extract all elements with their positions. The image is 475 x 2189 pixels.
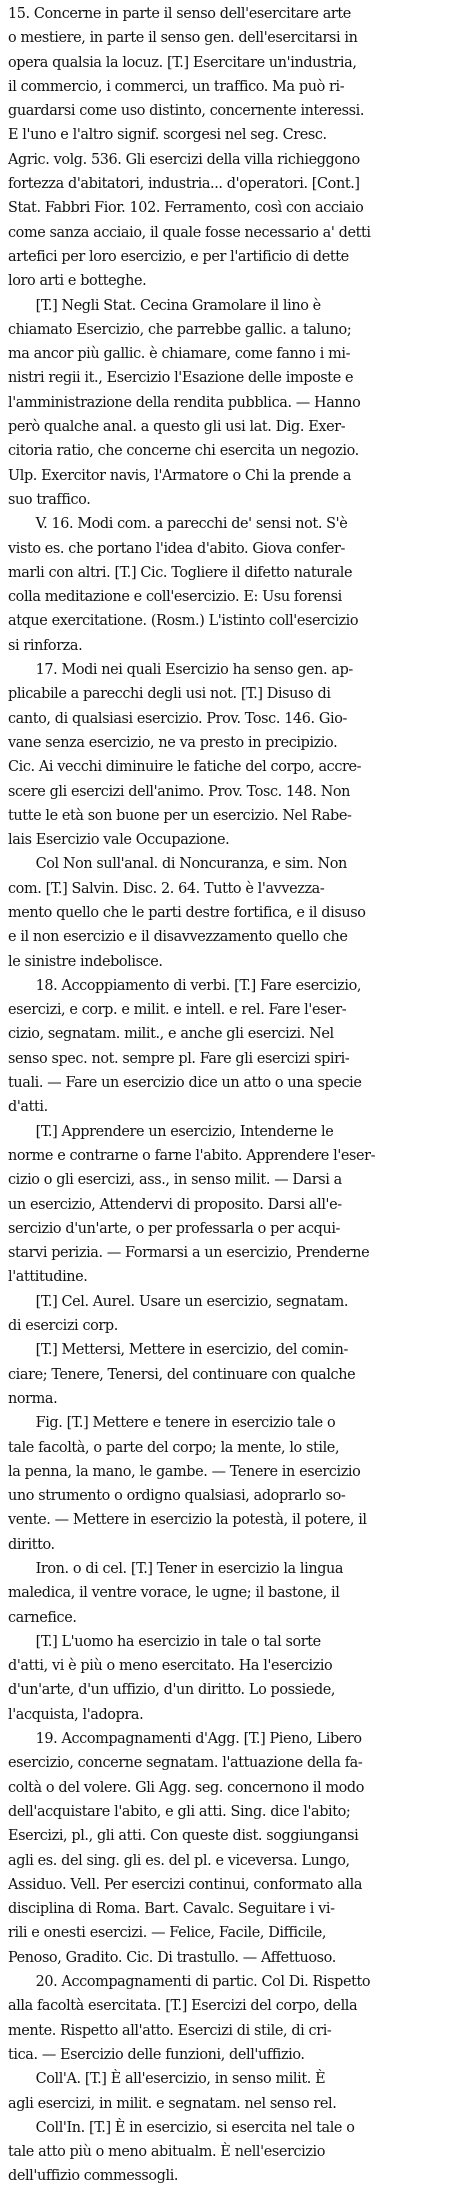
text-line: Iron. o di cel. [T.] Tener in esercizio la lingua (35, 1560, 344, 1577)
text-line: carnefice. (8, 1608, 77, 1626)
text-line: mente. Rispetto all'atto. Esercizi di stile, di cri- (8, 2021, 332, 2039)
text-line: norma. (8, 1389, 58, 1407)
text-line: starvi perizia. — Formarsi a un esercizio, Prenderne (8, 1244, 370, 1262)
text-line: maledica, il ventre vorace, le ugne; il bastone, il (8, 1584, 340, 1602)
text-line: citoria ratio, che concerne chi esercita un negozio. (8, 442, 359, 460)
text-line: 15. Concerne in parte il senso dell'esercitare arte (8, 5, 351, 22)
text-line: rili e onesti esercizi. — Felice, Facile, Difficile, (8, 1924, 327, 1942)
text-line: l'amministrazione della rendita pubblica. — Hanno (8, 393, 361, 411)
text-line: suo traffico. (8, 490, 91, 508)
text-line: agli es. del sing. gli es. del pl. e viceversa. Lungo, (8, 1851, 350, 1869)
text-line: artefici per loro esercizio, e per l'artificio di dette (8, 247, 349, 265)
text-line: [T.] Apprendere un esercizio, Intenderne le (35, 1122, 334, 1140)
text-line: d'un'arte, d'un uffizio, d'un diritto. Lo possiede, (8, 1681, 336, 1699)
text-line: Coll'A. [T.] È all'esercizio, in senso milit. È (35, 2070, 326, 2088)
text-line: 19. Accompagnamenti d'Agg. [T.] Pieno, Libero (35, 1730, 362, 1748)
text-line: colla meditazione e coll'esercizio. E: Usu forensi (8, 588, 342, 606)
text-line: canto, di qualsiasi esercizio. Prov. Tosc. 146. Gio- (8, 709, 347, 727)
text-line: Stat. Fabbri Fior. 102. Ferramento, così con acciaio (8, 199, 364, 217)
text-line: 17. Modi nei quali Esercizio ha senso gen. ap- (35, 661, 353, 679)
text-line: sercizio d'un'arte, o per professarla o per acqui- (8, 1219, 341, 1237)
text-line: Fig. [T.] Mettere e tenere in esercizio tale o (35, 1414, 336, 1432)
text-line: opera qualsia la locuz. [T.] Esercitare un'industria, (8, 53, 357, 71)
text-line: marli con altri. [T.] Cic. Togliere il difetto naturale (8, 563, 353, 581)
text-line: si rinforza. (8, 636, 83, 654)
text-line: com. [T.] Salvin. Disc. 2. 64. Tutto è l'avvezza- (8, 879, 325, 897)
text-line: V. 16. Modi com. a parecchi de' sensi not. S'è (35, 515, 348, 533)
text-line: senso spec. not. sempre pl. Fare gli esercizi spiri- (8, 1049, 350, 1067)
text-line: Agric. volg. 536. Gli esercizi della villa richieggono (8, 150, 360, 168)
text-line: tuali. — Fare un esercizio dice un atto o una specie (8, 1074, 362, 1092)
text-line: dell'acquistare l'abito, e gli atti. Sing. dice l'abito; (8, 1802, 351, 1820)
text-line: alla facoltà esercitata. [T.] Esercizi del corpo, della (8, 1997, 358, 2015)
text-line: agli esercizi, in milit. e segnatam. nel senso rel. (8, 2094, 337, 2112)
text-line: vente. — Mettere in esercizio la potestà, il potere, il (8, 1511, 367, 1529)
text-line: [T.] Negli Stat. Cecina Gramolare il lino è (35, 296, 321, 314)
text-line: coltà o del volere. Gli Agg. seg. concernono il modo (8, 1778, 365, 1796)
text-line: come sanza acciaio, il quale fosse necessario a' detti (8, 223, 371, 241)
text-line: lais Esercizio vale Occupazione. (8, 831, 230, 849)
text-line: ciare; Tenere, Tenersi, del continuare con qualche (8, 1365, 356, 1383)
text-line: chiamato Esercizio, che parrebbe gallic. a taluno; (8, 320, 352, 338)
text-line: E l'uno e l'altro signif. scorgesi nel seg. Cresc. (8, 126, 327, 144)
text-line: il commercio, i commerci, un traffico. Ma può ri- (8, 77, 345, 95)
text-line: mento quello che le parti destre fortifica, e il disuso (8, 903, 366, 921)
text-line: un esercizio, Attendervi di proposito. Darsi all'e- (8, 1195, 342, 1213)
text-line: 20. Accompagnamenti di partic. Col Di. Rispetto (35, 1973, 371, 1991)
text-line: diritto. (8, 1535, 55, 1553)
text-line: l'attitudine. (8, 1268, 88, 1286)
text-line: norme e contrarne o farne l'abito. Apprendere l'eser- (8, 1146, 376, 1164)
text-line: [T.] Mettersi, Mettere in esercizio, del comin- (35, 1341, 348, 1359)
text-line: tica. — Esercizio delle funzioni, dell'uffizio. (8, 2045, 305, 2063)
text-line: Coll'In. [T.] È in esercizio, si esercita nel tale o (35, 2118, 355, 2136)
text-line: scere gli esercizi dell'animo. Prov. Tosc. 148. Non (8, 782, 351, 800)
text-line: guardarsi come uso distinto, concernente interessi. (8, 102, 365, 120)
text-line: [T.] Cel. Aurel. Usare un esercizio, segnatam. (35, 1292, 349, 1310)
text-line: e il non esercizio e il disavvezzamento quello che (8, 928, 348, 946)
text-line: d'atti, vi è più o meno esercitato. Ha l'esercizio (8, 1657, 333, 1675)
text-line: Col Non sull'anal. di Noncuranza, e sim. Non (35, 855, 347, 873)
text-line: Assiduo. Vell. Per esercizi continui, conformato alla (8, 1875, 363, 1893)
text-line: plicabile a parecchi degli usi not. [T.] Disuso di (8, 685, 331, 703)
text-line: ma ancor più gallic. è chiamare, come fanno i mi- (8, 345, 351, 363)
text-line: loro arti e botteghe. (8, 272, 147, 290)
text-line: esercizi, e corp. e milit. e intell. e rel. Fare l'eser- (8, 1001, 347, 1019)
text-line: vane senza esercizio, ne va presto in precipizio. (8, 733, 338, 751)
text-line: disciplina di Roma. Bart. Cavalc. Seguitare i vi- (8, 1900, 335, 1918)
text-line: però qualche anal. a questo gli usi lat. Dig. Exer- (8, 418, 346, 436)
text-line: la penna, la mano, le gambe. — Tenere in esercizio (8, 1462, 361, 1480)
text-line: esercizio, concerne segnatam. l'attuazione della fa- (8, 1754, 363, 1772)
text-line: le sinistre indebolisce. (8, 952, 163, 970)
text-line: tale facoltà, o parte del corpo; la mente, lo stile, (8, 1438, 340, 1456)
text-line: Esercizi, pl., gli atti. Con queste dist. soggiungansi (8, 1827, 359, 1845)
text-line: Penoso, Gradito. Cic. Di trastullo. — Affettuoso. (8, 1948, 336, 1966)
text-line: Cic. Ai vecchi diminuire le fatiche del corpo, accre- (8, 758, 362, 776)
text-line: tale atto più o meno abitualm. È nell'esercizio (8, 2143, 326, 2161)
text-line: cizio, segnatam. milit., e anche gli esercizi. Nel (8, 1025, 334, 1043)
text-line: cizio o gli esercizi, ass., in senso milit. — Darsi a (8, 1171, 342, 1189)
text-line: atque exercitatione. (Rosm.) L'istinto coll'esercizio (8, 612, 359, 630)
text-line: uno strumento o ordigno qualsiasi, adoprarlo so- (8, 1487, 346, 1505)
text-line: 18. Accoppiamento di verbi. [T.] Fare esercizio, (35, 976, 362, 994)
text-line: visto es. che portano l'idea d'abito. Giova confer- (8, 539, 345, 557)
text-line: fortezza d'abitatori, industria... d'operatori. [Cont.] (8, 175, 360, 193)
text-line: d'atti. (8, 1098, 48, 1116)
text-line: Ulp. Exercitor navis, l'Armatore o Chi la prende a (8, 466, 352, 484)
text-line: nistri regii it., Esercizio l'Esazione delle imposte e (8, 369, 354, 387)
text-line: tutte le età son buone per un esercizio. Nel Rabe- (8, 806, 352, 824)
text-line: [T.] L'uomo ha esercizio in tale o tal sorte (35, 1632, 321, 1650)
text-line: o mestiere, in parte il senso gen. dell'esercitarsi in (8, 29, 358, 47)
text-line: dell'uffizio commessogli. (8, 2167, 179, 2185)
text-line: di esercizi corp. (8, 1317, 118, 1335)
text-line: l'acquista, l'adopra. (8, 1705, 144, 1723)
